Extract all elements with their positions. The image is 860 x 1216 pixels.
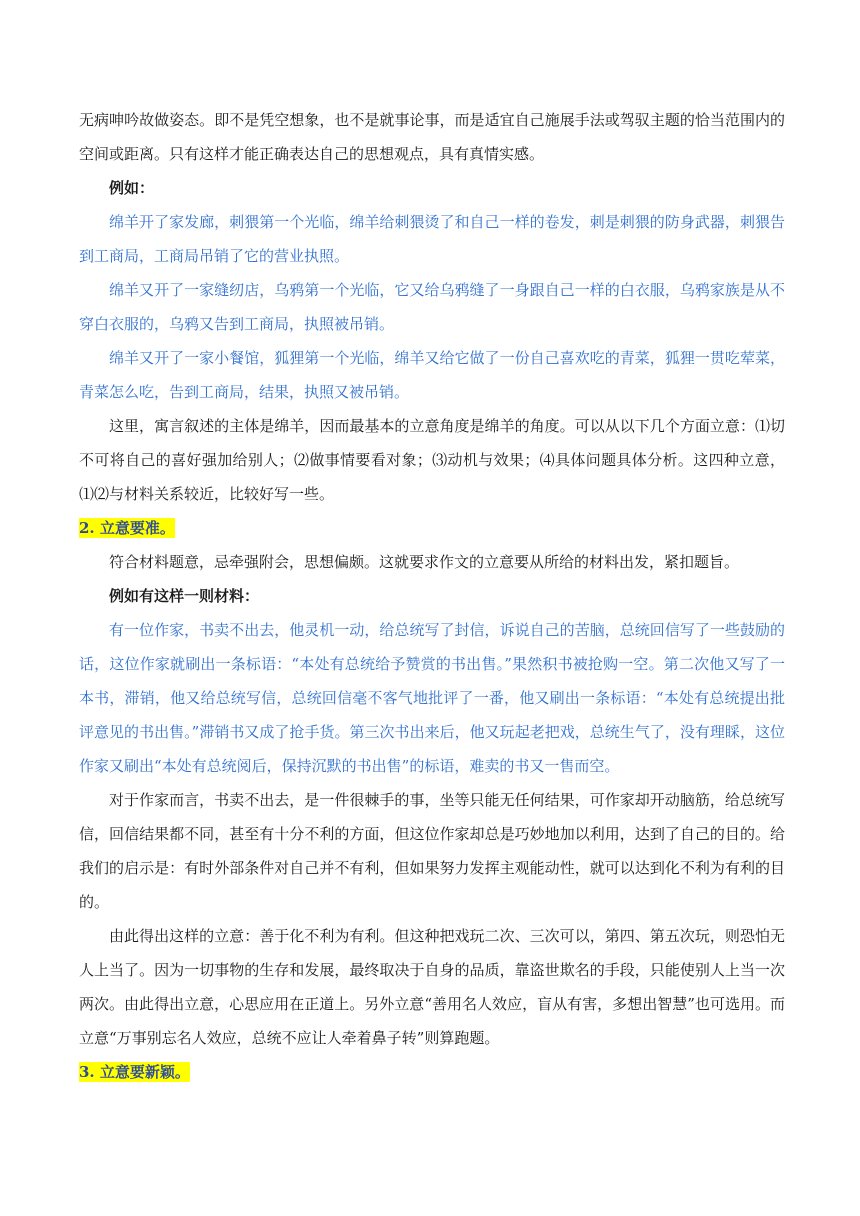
example-paragraph: 绵羊又开了一家缝纫店，乌鸦第一个光临，它又给乌鸦缝了一身跟自己一样的白衣服，乌鸦家族是从不穿白衣服的，乌鸦又告到工商局，执照被吊销。 [79, 281, 785, 333]
section-heading-text: 3. 立意要新颖。 [79, 1063, 190, 1081]
body-paragraph: 这里，寓言叙述的主体是绵羊，因而最基本的立意角度是绵羊的角度。可以从以下几个方面立意：⑴切不可将自己的喜好强加给别人；⑵做事情要看对象；⑶动机与效果；⑷具体问题具体分析。这四种立意，⑴⑵与材料关系较近，比较好写一些。 [79, 417, 785, 503]
body-paragraph: 对于作家而言，书卖不出去，是一件很棘手的事，坐等只能无任何结果，可作家却开动脑筋，给总统写信，回信结果都不同，甚至有十分不利的方面，但这位作家却总是巧妙地加以利用，达到了自己的目的。给我们的启示是：有时外部条件对自己并不有利，但如果努力发挥主观能动性，就可以达到化不利为有利的目的。 [79, 791, 785, 911]
example-paragraph: 有一位作家，书卖不出去，他灵机一动，给总统写了封信，诉说自己的苦脑，总统回信写了一些鼓励的话，这位作家就刷出一条标语：“本处有总统给予赞赏的书出售。”果然积书被抢购一空。第二次他又写了一本书，滞销，他又给总统写信，总统回信毫不客气地批评了一番，他又刷出一条标语：“本处有总统提出批评意见的书出售。”滞销书又成了抢手货。第三次书出来后，他又玩起老把戏，总统生气了，没有理睬，这位作家又刷出“本处有总统阅后，保持沉默的书出售”的标语，难卖的书又一售而空。 [79, 621, 785, 775]
document-body [79, 103, 785, 1089]
section-heading-text: 2. 立意要准。 [79, 519, 175, 537]
body-paragraph: 无病呻吟故做姿态。即不是凭空想象，也不是就事论事，而是适宜自己施展手法或驾驭主题的恰当范围内的空间或距离。只有这样才能正确表达自己的思想观点，具有真情实感。 [79, 111, 785, 163]
body-paragraph: 符合材料题意，忌牵强附会，思想偏颇。这就要求作文的立意要从所给的材料出发，紧扣题旨。 [109, 553, 740, 571]
example-label: 例如有这样一则材料： [109, 587, 260, 605]
section-heading-3 [79, 1055, 785, 1089]
section-heading-2 [79, 511, 785, 545]
example-paragraph: 绵羊开了家发廊，刺猥第一个光临，绵羊给刺猥烫了和自己一样的卷发，刺是刺猥的防身武器，刺猥告到工商局，工商局吊销了它的营业执照。 [79, 213, 785, 265]
example-paragraph: 绵羊又开了一家小餐馆，狐狸第一个光临，绵羊又给它做了一份自己喜欢吃的青菜，狐狸一贯吃荤菜，青菜怎么吃，告到工商局，结果，执照又被吊销。 [79, 349, 785, 401]
body-paragraph: 由此得出这样的立意：善于化不利为有利。但这种把戏玩二次、三次可以，第四、第五次玩，则恐怕无人上当了。因为一切事物的生存和发展，最终取决于自身的品质，靠盗世欺名的手段，只能使别人上当一次两次。由此得出立意，心思应用在正道上。另外立意“善用名人效应，盲从有害，多想出智慧”也可选用。而立意“万事别忘名人效应，总统不应让人牵着鼻子转”则算跑题。 [79, 927, 785, 1047]
example-label: 例如： [109, 179, 155, 197]
